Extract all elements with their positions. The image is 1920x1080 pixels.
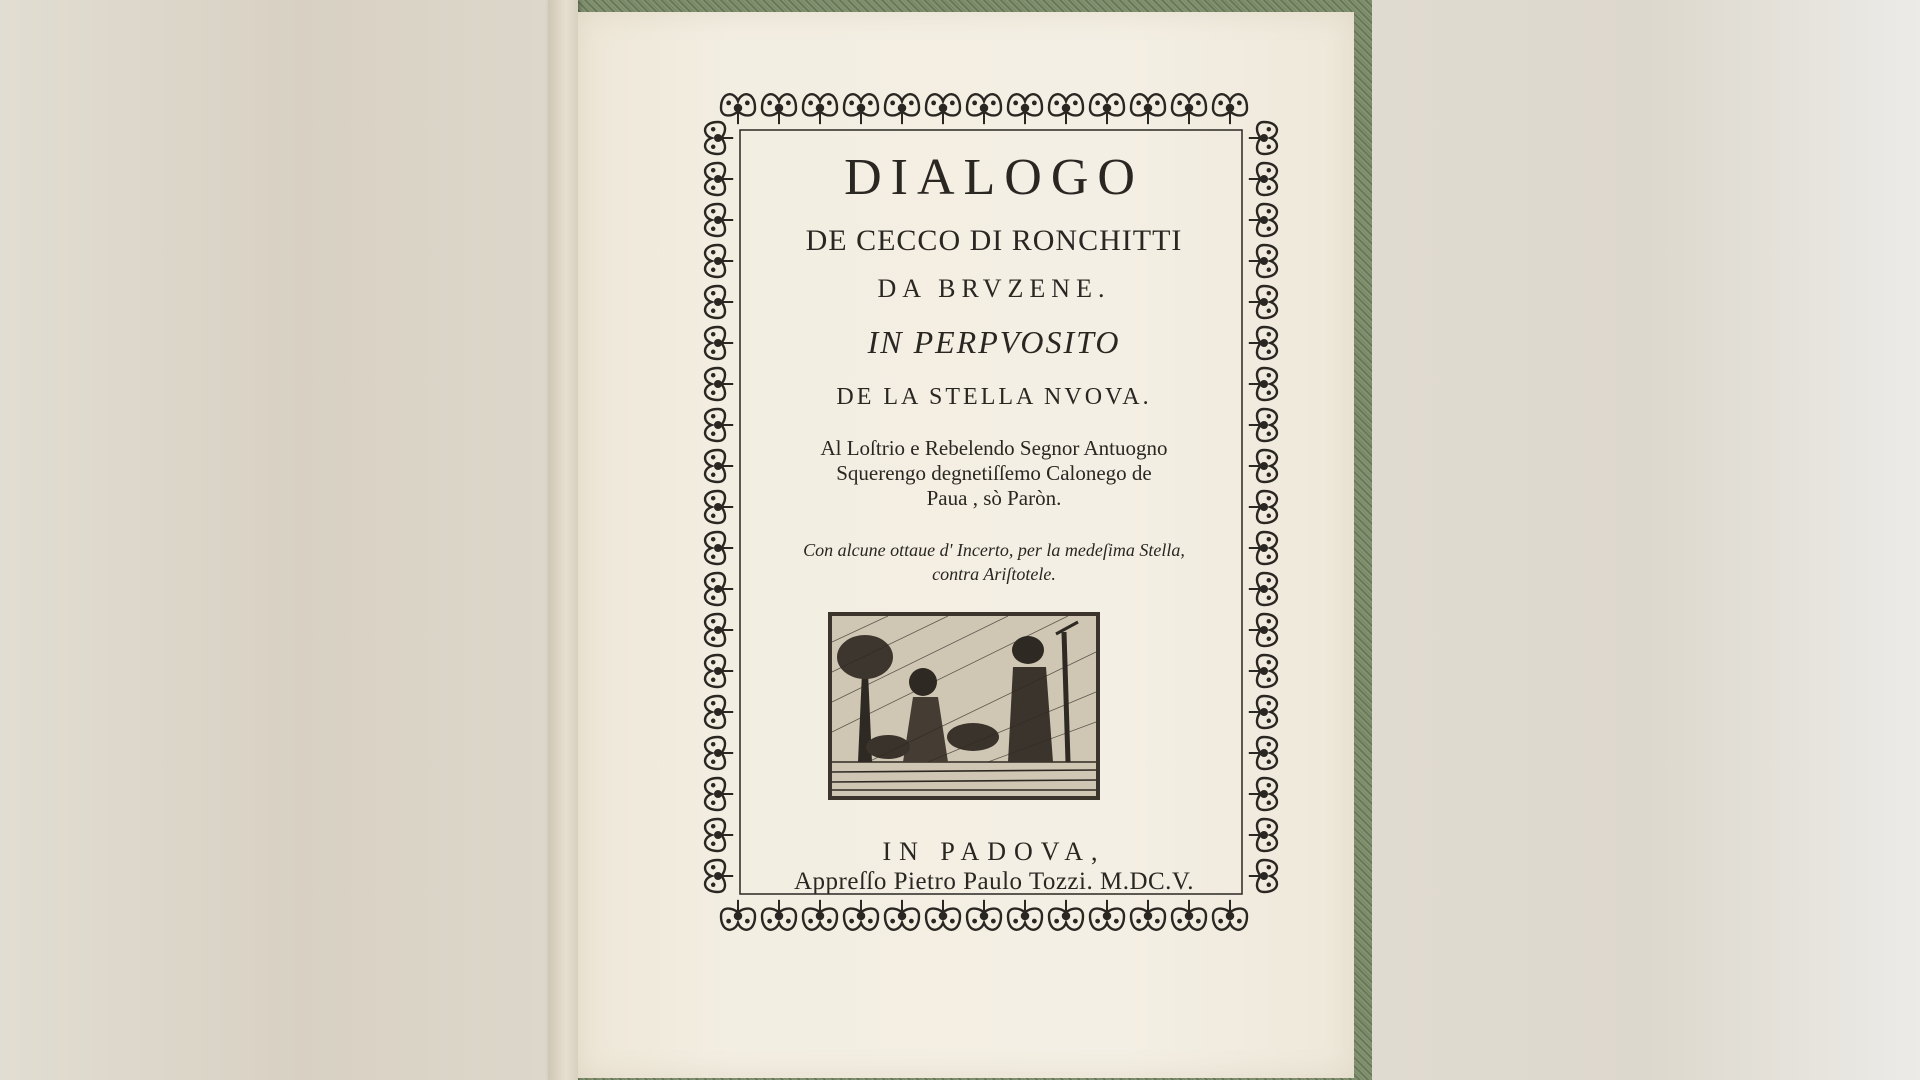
note-line: contra Ariſtotele. bbox=[932, 564, 1056, 584]
woodcut-illustration bbox=[828, 612, 1100, 800]
fleuron-ornament bbox=[1172, 94, 1206, 124]
fleuron-ornament bbox=[762, 900, 796, 930]
fleuron-ornament bbox=[705, 286, 733, 318]
fleuron-ornament bbox=[705, 204, 733, 236]
fleuron-ornament bbox=[705, 122, 733, 154]
background-blur-left bbox=[0, 0, 548, 1080]
fleuron-ornament bbox=[1049, 900, 1083, 930]
dedication-line: Paua , sò Paròn. bbox=[926, 486, 1062, 510]
fleuron-ornament bbox=[1249, 819, 1277, 851]
fleuron-ornament bbox=[803, 900, 837, 930]
fleuron-ornament bbox=[1249, 860, 1277, 892]
dedication-line: Squerengo degnetiſſemo Calonego de bbox=[836, 461, 1152, 485]
fleuron-ornament bbox=[1131, 900, 1165, 930]
fleuron-ornament bbox=[1249, 737, 1277, 769]
fleuron-ornament bbox=[1213, 900, 1247, 930]
fleuron-ornament bbox=[705, 163, 733, 195]
fleuron-ornament bbox=[1090, 900, 1124, 930]
fleuron-ornament bbox=[1249, 655, 1277, 687]
fleuron-ornament bbox=[1249, 696, 1277, 728]
fleuron-ornament bbox=[844, 900, 878, 930]
fleuron-ornament bbox=[967, 94, 1001, 124]
fleuron-ornament bbox=[1213, 94, 1247, 124]
fleuron-ornament bbox=[1249, 491, 1277, 523]
title-line-star: DE LA STELLA NVOVA. bbox=[836, 384, 1152, 410]
fleuron-ornament bbox=[885, 94, 919, 124]
imprint-place: IN PADOVA, bbox=[882, 837, 1106, 866]
fleuron-ornament bbox=[1090, 94, 1124, 124]
fleuron-ornament bbox=[967, 900, 1001, 930]
fleuron-ornament bbox=[705, 737, 733, 769]
title-page bbox=[578, 12, 1354, 1078]
title-line-origin: DA BRVZENE. bbox=[877, 274, 1111, 303]
fleuron-ornament bbox=[1249, 614, 1277, 646]
fleuron-ornament bbox=[705, 368, 733, 400]
background-blur-right bbox=[1372, 0, 1920, 1080]
fleuron-ornament bbox=[1249, 532, 1277, 564]
fleuron-ornament bbox=[705, 860, 733, 892]
fleuron-ornament bbox=[1008, 94, 1042, 124]
fleuron-ornament bbox=[926, 900, 960, 930]
fleuron-ornament bbox=[1008, 900, 1042, 930]
fleuron-ornament bbox=[721, 900, 755, 930]
fleuron-ornament bbox=[705, 491, 733, 523]
fleuron-ornament bbox=[1249, 409, 1277, 441]
title-line-author: DE CECCO DI RONCHITTI bbox=[805, 224, 1183, 257]
fleuron-ornament bbox=[705, 655, 733, 687]
fleuron-ornament bbox=[844, 94, 878, 124]
fleuron-ornament bbox=[1131, 94, 1165, 124]
fleuron-ornament bbox=[705, 245, 733, 277]
fleuron-ornament bbox=[885, 900, 919, 930]
ornamental-border bbox=[698, 88, 1284, 936]
fleuron-ornament bbox=[1249, 122, 1277, 154]
note-line: Con alcune ottaue d' Incerto, per la medeſima Stella, bbox=[803, 540, 1185, 560]
fleuron-ornament bbox=[705, 532, 733, 564]
imprint-printer: Appreſſo Pietro Paulo Tozzi. M.DC.V. bbox=[793, 868, 1195, 895]
book-leaf-edge bbox=[548, 0, 578, 1080]
fleuron-ornament bbox=[1249, 778, 1277, 810]
dedication-line: Al Loſtrio e Rebelendo Segnor Antuogno bbox=[820, 436, 1168, 460]
fleuron-ornament bbox=[705, 696, 733, 728]
fleuron-ornament bbox=[705, 614, 733, 646]
fleuron-ornament bbox=[705, 819, 733, 851]
fleuron-ornament bbox=[705, 327, 733, 359]
fleuron-ornament bbox=[1249, 368, 1277, 400]
fleuron-ornament bbox=[1249, 286, 1277, 318]
fleuron-ornament bbox=[1249, 573, 1277, 605]
fleuron-ornament bbox=[803, 94, 837, 124]
fleuron-ornament bbox=[1172, 900, 1206, 930]
fleuron-ornament bbox=[1049, 94, 1083, 124]
ornament-frame-graphic bbox=[698, 88, 1284, 936]
fleuron-ornament bbox=[1249, 163, 1277, 195]
fleuron-ornament bbox=[721, 94, 755, 124]
fleuron-ornament bbox=[926, 94, 960, 124]
fleuron-ornament bbox=[1249, 327, 1277, 359]
fleuron-ornament bbox=[705, 450, 733, 482]
book-title: DIALOGO bbox=[844, 149, 1144, 206]
title-line-subject: IN PERPVOSITO bbox=[867, 324, 1121, 360]
fleuron-ornament bbox=[705, 573, 733, 605]
fleuron-ornament bbox=[1249, 245, 1277, 277]
fleuron-ornament bbox=[1249, 204, 1277, 236]
fleuron-ornament bbox=[1249, 450, 1277, 482]
book bbox=[548, 0, 1372, 1080]
fleuron-ornament bbox=[762, 94, 796, 124]
fleuron-ornament bbox=[705, 409, 733, 441]
fleuron-ornament bbox=[705, 778, 733, 810]
